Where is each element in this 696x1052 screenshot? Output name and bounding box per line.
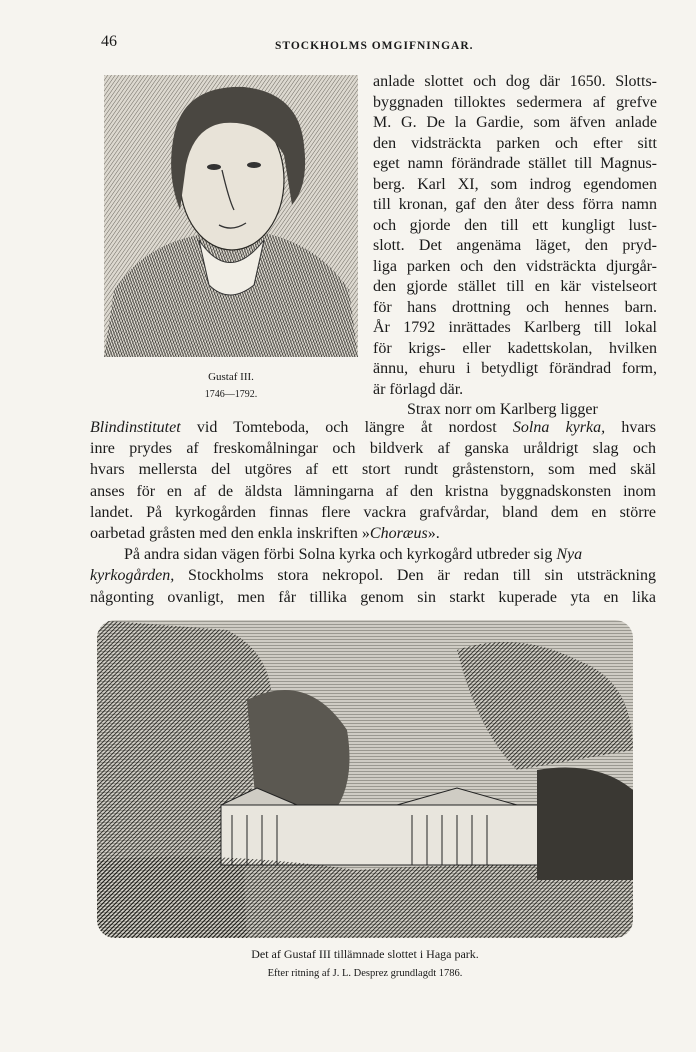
text-line: den vidsträckta parken och efter sitt: [373, 134, 657, 152]
portrait-caption-name: Gustaf III.: [208, 371, 254, 383]
text-span: oarbetad gråsten med den enkla inskriften »: [90, 525, 370, 543]
text-line: till kronan, gaf den åter dess förra namn: [373, 196, 657, 213]
text-line: berg. Karl XI, som indrog egendomen: [373, 175, 657, 193]
engraving-title: Det af Gustaf III tillämnade slottet i Haga park.: [251, 947, 479, 961]
text-line: någonting ovanligt, men får tillika genom sin starkt kuperade yta en lika: [90, 588, 656, 606]
haga-palace-engraving: [97, 620, 633, 938]
text-line: liga parken och den vidsträckta djurgår-: [373, 257, 657, 275]
right-column-text: [373, 72, 657, 421]
text-line: ännu, ehuru i betydligt förändrad form,: [373, 360, 657, 377]
place-name: Nya: [556, 546, 583, 564]
inscription: Choræus: [369, 525, 428, 543]
place-name: kyrkogården,: [90, 567, 175, 585]
text-line: den gjorde stället till en kär vistelseort: [373, 278, 657, 295]
running-title: STOCKHOLMS OMGIFNINGAR.: [275, 40, 474, 52]
text-line: är förlagd där.: [373, 380, 464, 398]
text-line: eget namn förändrade stället till Magnus-: [373, 155, 657, 172]
text-line: År 1792 inrättades Karlberg till lokal: [373, 319, 657, 336]
text-span: ».: [427, 525, 440, 543]
text-span: Stockholms stora nekropol. Den är redan till sin utsträckning: [174, 567, 656, 585]
text-line: och gjorde den till ett kungligt lust-: [373, 216, 657, 234]
text-span: vid Tomteboda, och längre åt nordost: [180, 419, 513, 436]
text-line: anses för en af de äldsta lämningarna af den kristna byggnadskonsten inom: [90, 482, 656, 500]
text-line: [90, 565, 656, 586]
engraving-credit: Efter ritning af J. L. Desprez grundlagdt 1786.: [267, 968, 463, 979]
text-line: byggnaden tilloktes sedermera af grefve: [373, 93, 657, 111]
text-line: slott. Det angenäma läget, den pryd-: [373, 237, 657, 254]
text-line: anlade slottet och dog där 1650. Slotts-: [373, 73, 657, 90]
text-span: På andra sidan vägen förbi Solna kyrka och kyrkogård utbreder sig: [124, 546, 557, 564]
place-name: Blindinstitutet: [90, 419, 181, 436]
text-line: Strax norr om Karlberg ligger: [407, 401, 598, 418]
text-line: hvars mellersta del utgöres af ett stort rundt gråstenstorn, som med skäl: [90, 461, 656, 479]
text-line: för krigs- eller kadettskolan, hvilken: [373, 339, 657, 357]
text-line: [90, 417, 656, 438]
text-line: inre prydes af freskomålningar och bildverk af ganska uråldrigt slag och: [90, 440, 656, 458]
portrait-caption: [104, 368, 358, 404]
text-line: [90, 544, 656, 565]
text-line: för hans drottning och hennes barn.: [373, 298, 657, 316]
text-line: landet. På kyrkogården finnas flere vackra grafvårdar, bland dem en större: [90, 503, 656, 521]
page-number: 46: [101, 33, 117, 50]
text-line: M. G. De la Gardie, som äfven anlade: [373, 114, 657, 131]
text-line: [90, 523, 656, 544]
full-width-text: [90, 417, 656, 608]
engraving-caption: [97, 945, 633, 983]
portrait-caption-years: 1746—1792.: [204, 389, 258, 400]
portrait-engraving-gustaf-iii: [104, 75, 358, 357]
text-span: hvars: [605, 419, 657, 436]
place-name: Solna kyrka,: [512, 419, 606, 436]
